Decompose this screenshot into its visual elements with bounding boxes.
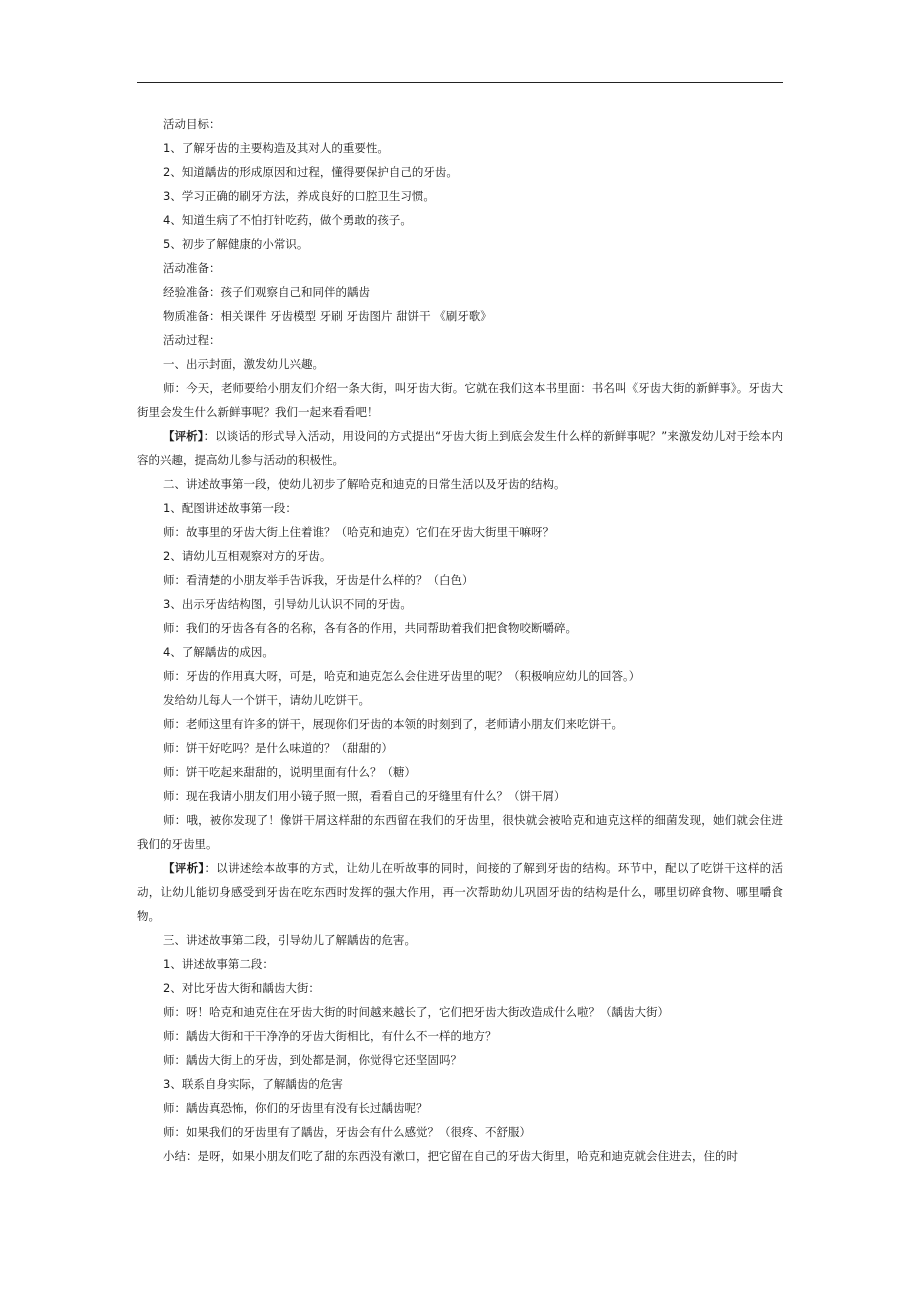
commentary-tag: 【评析】 bbox=[163, 861, 205, 875]
step-3-item-2: 2、对比牙齿大街和龋齿大街： bbox=[163, 981, 320, 995]
header-rule bbox=[137, 82, 783, 83]
goal-item-2: 2、知道龋齿的形成原因和过程，懂得要保护自己的牙齿。 bbox=[163, 165, 458, 179]
paragraph-dialogue: 师：哦，被你发现了！像饼干屑这样甜的东西留在我们的牙齿里，很快就会被哈克和迪克这样的细菌发现，她们就会住进我们的牙齿里。 bbox=[137, 813, 783, 851]
step-3-item-3: 3、联系自身实际，了解龋齿的危害 bbox=[163, 1077, 343, 1091]
step-2-item-3: 3、出示牙齿结构图，引导幼儿认识不同的牙齿。 bbox=[163, 597, 412, 611]
step-3-heading: 三、讲述故事第二段，引导幼儿了解龋齿的危害。 bbox=[163, 933, 416, 947]
step-1-heading: 一、出示封面，激发幼儿兴趣。 bbox=[163, 357, 324, 371]
dialogue-line: 师：故事里的牙齿大街上住着谁？（哈克和迪克）它们在牙齿大街里干嘛呀？ bbox=[163, 525, 554, 539]
commentary-1 bbox=[137, 424, 783, 472]
dialogue-line: 师：我们的牙齿各有各的名称，各有各的作用，共同帮助着我们把食物咬断嚼碎。 bbox=[163, 621, 577, 635]
step-3-item-1: 1、讲述故事第二段： bbox=[163, 957, 274, 971]
goal-item-4: 4、知道生病了不怕打针吃药，做个勇敢的孩子。 bbox=[163, 213, 412, 227]
dialogue-line: 师：老师这里有许多的饼干，展现你们牙齿的本领的时刻到了，老师请小朋友们来吃饼干。 bbox=[163, 717, 623, 731]
step-2-item-1: 1、配图讲述故事第一段： bbox=[163, 501, 297, 515]
commentary-text: ：以讲述绘本故事的方式，让幼儿在听故事的同时，间接的了解到牙齿的结构。环节中，配以了吃饼干这样的活动，让幼儿能切身感受到牙齿在吃东西时发挥的强大作用，再一次帮助幼儿巩固牙齿的结构是什么，哪里切碎食物、哪里嚼食物。 bbox=[137, 861, 783, 923]
dialogue-line: 师：龋齿真恐怖，你们的牙齿里有没有长过龋齿呢？ bbox=[163, 1101, 428, 1115]
instruction-line: 发给幼儿每人一个饼干，请幼儿吃饼干。 bbox=[163, 693, 370, 707]
dialogue-line: 师：现在我请小朋友们用小镜子照一照，看看自己的牙缝里有什么？（饼干屑） bbox=[163, 789, 566, 803]
dialogue-line: 师：看清楚的小朋友举手告诉我，牙齿是什么样的？（白色） bbox=[163, 573, 474, 587]
goal-item-5: 5、初步了解健康的小常识。 bbox=[163, 237, 309, 251]
goal-item-1: 1、了解牙齿的主要构造及其对人的重要性。 bbox=[163, 141, 389, 155]
preparation-experience: 经验准备：孩子们观察自己和同伴的龋齿 bbox=[163, 285, 370, 299]
dialogue-line: 师：牙齿的作用真大呀，可是，哈克和迪克怎么会住进牙齿里的呢？（积极响应幼儿的回答。） bbox=[163, 669, 641, 683]
section-heading-process: 活动过程： bbox=[163, 333, 221, 347]
goal-item-3: 3、学习正确的刷牙方法，养成良好的口腔卫生习惯。 bbox=[163, 189, 435, 203]
paragraph-intro: 师：今天，老师要给小朋友们介绍一条大街，叫牙齿大街。它就在我们这本书里面：书名叫《牙齿大街的新鲜事》。牙齿大街里会发生什么新鲜事呢？我们一起来看看吧！ bbox=[137, 381, 783, 419]
dialogue-line: 师：呀！哈克和迪克住在牙齿大街的时间越来越长了，它们把牙齿大街改造成什么啦？（龋齿大街） bbox=[163, 1005, 669, 1019]
step-2-heading: 二、讲述故事第一段，使幼儿初步了解哈克和迪克的日常生活以及牙齿的结构。 bbox=[163, 477, 566, 491]
document-body bbox=[137, 112, 783, 1168]
commentary-2 bbox=[137, 856, 783, 928]
dialogue-line: 师：龋齿大街上的牙齿，到处都是洞，你觉得它还坚固吗？ bbox=[163, 1053, 462, 1067]
step-2-item-4: 4、了解龋齿的成因。 bbox=[163, 645, 274, 659]
section-heading-preparation: 活动准备： bbox=[163, 261, 221, 275]
dialogue-line: 师：饼干好吃吗？是什么味道的？（甜甜的） bbox=[163, 741, 393, 755]
summary-line: 小结：是呀，如果小朋友们吃了甜的东西没有漱口，把它留在自己的牙齿大街里，哈克和迪克就会住进去，住的时 bbox=[163, 1149, 738, 1163]
commentary-tag: 【评析】 bbox=[163, 429, 204, 443]
dialogue-line: 师：龋齿大街和干干净净的牙齿大街相比，有什么不一样的地方？ bbox=[163, 1029, 497, 1043]
dialogue-line: 师：如果我们的牙齿里有了龋齿，牙齿会有什么感觉？（很疼、不舒服） bbox=[163, 1125, 531, 1139]
dialogue-line: 师：饼干吃起来甜甜的，说明里面有什么？（糖） bbox=[163, 765, 416, 779]
preparation-materials: 物质准备：相关课件 牙齿模型 牙刷 牙齿图片 甜饼干 《刷牙歌》 bbox=[163, 309, 492, 323]
section-heading-goals: 活动目标： bbox=[163, 117, 221, 131]
commentary-text: ：以谈话的形式导入活动，用设问的方式提出“牙齿大街上到底会发生什么样的新鲜事呢？”来激发幼儿对于绘本内容的兴趣，提高幼儿参与活动的积极性。 bbox=[137, 429, 783, 467]
step-2-item-2: 2、请幼儿互相观察对方的牙齿。 bbox=[163, 549, 332, 563]
